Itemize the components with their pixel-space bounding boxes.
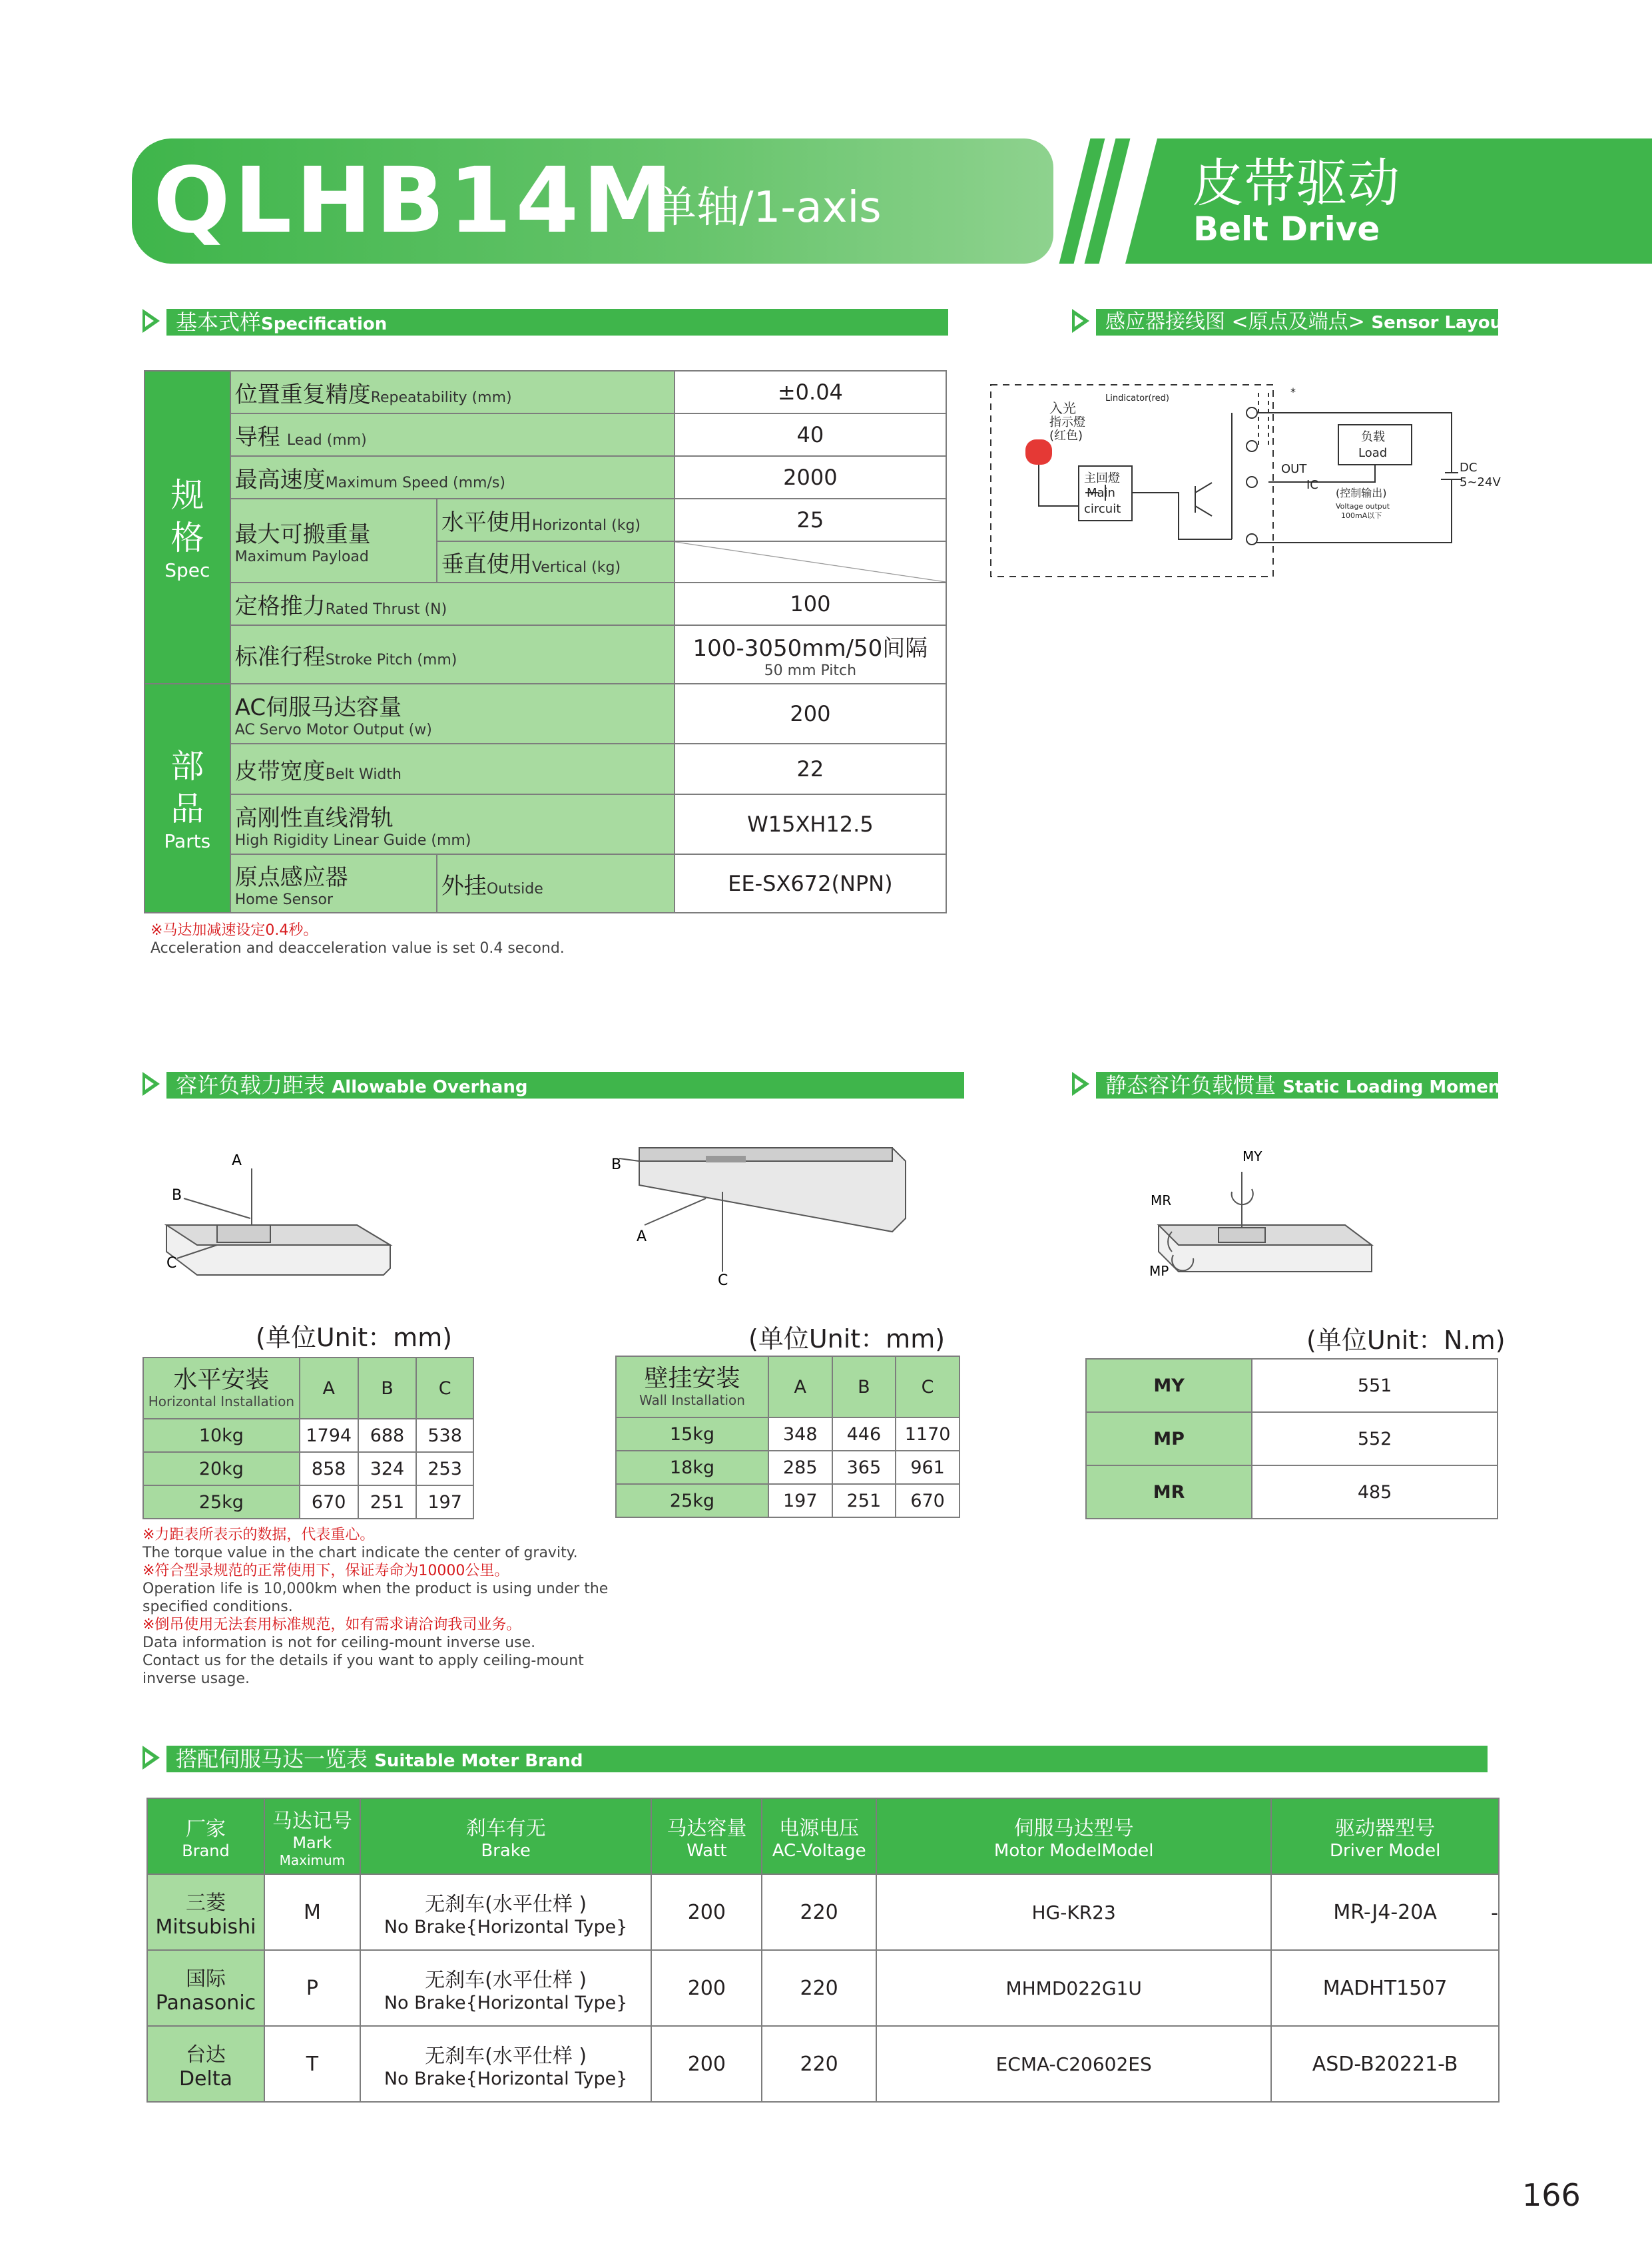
table-row xyxy=(143,1419,473,1452)
note-2-cn: ※符合型录规范的正常使用下，保证寿命为10000公里。 xyxy=(142,1563,509,1579)
payload-vertical-cn: 垂直使用 xyxy=(441,551,532,578)
payload-horizontal-label xyxy=(437,499,675,541)
section-arrow-icon xyxy=(1072,1072,1089,1096)
motor-output-cn: AC伺服马达容量 xyxy=(234,694,402,721)
voltage-cell: 220 xyxy=(762,2026,876,2102)
cell-c: 538 xyxy=(416,1419,473,1452)
voltage-cell: 220 xyxy=(762,1874,876,1950)
brand-en: Mitsubishi xyxy=(155,1915,256,1939)
belt-width-value: 22 xyxy=(675,744,946,794)
payload-horizontal-en: Horizontal (kg) xyxy=(531,517,641,534)
lead-en: Lead (mm) xyxy=(286,431,367,449)
header-driver-en: Driver Model xyxy=(1329,1841,1441,1861)
brake-en: No Brake{Horizontal Type} xyxy=(384,1916,628,1937)
section-motor-en: Suitable Moter Brand xyxy=(374,1751,583,1771)
ctrl-en-label-2: 100mA以下 xyxy=(1341,511,1382,520)
moment-axis: MY xyxy=(1086,1359,1252,1412)
table-row xyxy=(616,1417,960,1451)
col-a: A xyxy=(768,1356,832,1417)
note-1-en: The torque value in the chart indicate the center of gravity. xyxy=(142,1545,578,1561)
label-b: B xyxy=(172,1187,182,1204)
section-moment-cn: 静态容许负载惯量 xyxy=(1105,1073,1276,1098)
driver-value: MR-J4-20A xyxy=(1333,1900,1437,1924)
header-brake-cn: 刹车有无 xyxy=(465,1817,546,1840)
repeatability-en: Repeatability (mm) xyxy=(370,389,512,406)
model-cell: ECMA-C20602ES xyxy=(876,2026,1271,2102)
thrust-value: 100 xyxy=(675,583,946,625)
terminal-icon xyxy=(1246,407,1257,418)
cell-c: 961 xyxy=(896,1451,960,1484)
stroke-en: Stroke Pitch (mm) xyxy=(325,651,457,668)
thrust-cn: 定格推力 xyxy=(234,593,326,620)
lead-value: 40 xyxy=(675,413,946,456)
dc-label-1: DC xyxy=(1460,461,1478,475)
brand-en: Panasonic xyxy=(155,1991,256,2015)
spec-note-en: Acceleration and deacceleration value is set 0.4 second. xyxy=(150,940,565,957)
indicator-label: Lindicator(red) xyxy=(1105,393,1169,403)
table-row xyxy=(1086,1359,1498,1412)
parts-group-label xyxy=(144,684,230,913)
moment-illustration xyxy=(1132,1145,1385,1292)
ic-label: IC xyxy=(1306,478,1318,492)
note-3-en-1: Data information is not for ceiling-mount inverse use. xyxy=(142,1634,536,1651)
driver-cell: MADHT1507 xyxy=(1271,1950,1499,2026)
out-label: OUT xyxy=(1281,462,1307,476)
brake-en: No Brake{Horizontal Type} xyxy=(384,1992,628,2013)
note-1-cn: ※力距表所表示的数据，代表重心。 xyxy=(142,1527,375,1543)
parts-group-cn-2: 品 xyxy=(170,789,204,828)
payload-horizontal-value: 25 xyxy=(675,499,946,541)
note-2-en-2: specified conditions. xyxy=(142,1599,293,1615)
ctrl-cn-label: (控制输出) xyxy=(1336,487,1387,499)
repeatability-cn: 位置重复精度 xyxy=(234,381,371,408)
brake-cell xyxy=(360,1874,652,1950)
stroke-value-cell xyxy=(675,625,946,684)
main-en-label-1: Main xyxy=(1087,486,1115,500)
cell-c: 197 xyxy=(416,1485,473,1519)
wall-title-cell xyxy=(616,1356,768,1417)
header-watt-cn: 马达容量 xyxy=(667,1817,747,1840)
header-brand-en: Brand xyxy=(182,1842,230,1860)
mark-cell: P xyxy=(264,1950,360,2026)
main-en-label-2: circuit xyxy=(1084,502,1121,516)
stroke-value-sub: 50 mm Pitch xyxy=(764,662,857,679)
payload-vertical-value xyxy=(675,541,946,583)
payload-cn: 最大可搬重量 xyxy=(234,521,371,548)
spec-group-cn-1: 规 xyxy=(170,475,204,515)
row-speed-label xyxy=(230,456,675,499)
section-arrow-icon xyxy=(142,309,160,333)
row-load: 15kg xyxy=(616,1417,768,1451)
cell-b: 251 xyxy=(832,1484,896,1517)
wire xyxy=(1132,493,1232,539)
voltage-cell: 220 xyxy=(762,1950,876,2026)
watt-cell: 200 xyxy=(651,2026,762,2102)
spec-note xyxy=(150,921,565,957)
section-motor xyxy=(166,1746,1488,1772)
unit-moment: (单位Unit：N.m) xyxy=(1306,1326,1506,1355)
sensor-wiring-diagram xyxy=(985,373,1518,586)
light-label-3: (红色) xyxy=(1049,429,1083,443)
brake-cn: 无刹车(水平仕样 ) xyxy=(425,1968,587,1992)
header-model-cn: 伺服马达型号 xyxy=(1013,1817,1134,1840)
label-mp: MP xyxy=(1149,1263,1169,1279)
col-b: B xyxy=(358,1358,417,1419)
lead-cn: 导程 xyxy=(234,423,280,451)
row-load: 25kg xyxy=(616,1484,768,1517)
mark-cell: T xyxy=(264,2026,360,2102)
brake-cn: 无刹车(水平仕样 ) xyxy=(425,2044,587,2068)
wire xyxy=(1248,413,1452,446)
spec-table xyxy=(144,370,947,913)
watt-cell: 200 xyxy=(651,1874,762,1950)
guide-cn: 高刚性直线滑轨 xyxy=(234,805,394,832)
moment-table xyxy=(1085,1358,1498,1519)
cell-a: 348 xyxy=(768,1417,832,1451)
category-cn: 皮带驱动 xyxy=(1192,154,1400,214)
wall-title-en: Wall Installation xyxy=(639,1392,745,1408)
speed-value: 2000 xyxy=(675,456,946,499)
brake-cell xyxy=(360,2026,652,2102)
section-sensor-en: Sensor Layout xyxy=(1371,313,1511,333)
header-mark-en: Mark xyxy=(292,1834,332,1852)
horizontal-title-cn: 水平安装 xyxy=(173,1366,270,1393)
section-arrow-icon xyxy=(142,1072,160,1096)
brand-cell xyxy=(147,2026,264,2102)
moment-axis: MP xyxy=(1086,1412,1252,1465)
motor-output-en: AC Servo Motor Output (w) xyxy=(234,722,432,738)
cell-c: 1170 xyxy=(896,1417,960,1451)
horizontal-overhang-table xyxy=(142,1357,474,1519)
section-overhang-cn: 容许负载力距表 xyxy=(176,1073,326,1098)
payload-en: Maximum Payload xyxy=(234,549,369,565)
motor-output-value: 200 xyxy=(675,684,946,744)
col-c: C xyxy=(416,1358,473,1419)
cell-a: 285 xyxy=(768,1451,832,1484)
spec-note-cn: ※马达加减速设定0.4秒。 xyxy=(150,922,318,939)
brand-cn: 国际 xyxy=(185,1967,226,1991)
belt-width-cn: 皮带宽度 xyxy=(234,758,326,785)
load-cn-label: 负载 xyxy=(1361,430,1385,444)
parts-group-en: Parts xyxy=(164,830,211,852)
section-arrow-icon xyxy=(142,1746,160,1770)
payload-vertical-en: Vertical (kg) xyxy=(531,559,621,576)
row-load: 25kg xyxy=(143,1485,300,1519)
main-cn-label: 主回燈 xyxy=(1084,471,1120,485)
table-row xyxy=(616,1451,960,1484)
table-row xyxy=(1086,1465,1498,1519)
section-sensor xyxy=(1096,309,1511,336)
speed-en: Maximum Speed (mm/s) xyxy=(325,474,505,491)
repeatability-value: ±0.04 xyxy=(675,371,946,413)
col-b: B xyxy=(832,1356,896,1417)
page-number: 166 xyxy=(1522,2177,1581,2213)
cell-a: 1794 xyxy=(300,1419,358,1452)
driver-dash: - xyxy=(1491,1901,1498,1925)
note-2-en-1: Operation life is 10,000km when the product is using under the xyxy=(142,1581,609,1597)
col-a: A xyxy=(300,1358,358,1419)
label-a: A xyxy=(232,1152,242,1169)
dc-label-2: 5~24V xyxy=(1460,475,1501,489)
cell-b: 688 xyxy=(358,1419,417,1452)
section-sensor-cn: 感应器接线图 <原点及端点> xyxy=(1105,310,1365,334)
section-moment xyxy=(1096,1072,1509,1099)
header-driver xyxy=(1271,1798,1499,1874)
section-overhang-en: Allowable Overhang xyxy=(332,1077,528,1097)
note-3-en-3: inverse usage. xyxy=(142,1670,250,1687)
header-voltage xyxy=(762,1798,876,1874)
header-mark-cn: 马达记号 xyxy=(272,1810,352,1833)
motor-table xyxy=(146,1798,1500,2103)
guide-value: W15XH12.5 xyxy=(675,794,946,854)
parts-group-cn-1: 部 xyxy=(170,746,204,786)
wire xyxy=(1039,465,1079,506)
indicator-led-icon xyxy=(1025,439,1052,465)
header-voltage-cn: 电源电压 xyxy=(779,1817,860,1840)
table-row xyxy=(147,1950,1499,2026)
label-my: MY xyxy=(1242,1148,1262,1164)
table-row xyxy=(143,1485,473,1519)
terminal-icon xyxy=(1246,477,1257,487)
payload-horizontal-cn: 水平使用 xyxy=(441,509,532,536)
asterisk-label: * xyxy=(1290,385,1296,398)
section-spec-cn: 基本式样 xyxy=(176,310,262,335)
header-watt-en: Watt xyxy=(687,1841,727,1861)
guide-en: High Rigidity Linear Guide (mm) xyxy=(234,832,471,849)
stroke-value: 100-3050mm/50间隔 xyxy=(692,635,928,662)
horizontal-title-cell xyxy=(143,1358,300,1419)
moment-value: 551 xyxy=(1252,1359,1498,1412)
table-row xyxy=(143,1452,473,1485)
overhang-notes xyxy=(142,1526,622,1688)
thrust-en: Rated Thrust (N) xyxy=(325,601,447,618)
header-watt xyxy=(651,1798,762,1874)
spec-group-cn-2: 格 xyxy=(170,518,204,557)
section-motor-cn: 搭配伺服马达一览表 xyxy=(176,1746,368,1772)
note-3-cn: ※倒吊使用无法套用标准规范，如有需求请洽询我司业务。 xyxy=(142,1617,521,1633)
label-mr: MR xyxy=(1151,1192,1172,1208)
section-overhang xyxy=(166,1072,964,1099)
home-sensor-en: Home Sensor xyxy=(234,891,334,908)
row-stroke-label xyxy=(230,625,675,684)
row-load: 20kg xyxy=(143,1452,300,1485)
payload-vertical-label xyxy=(437,541,675,583)
horizontal-install-illustration xyxy=(157,1145,410,1292)
terminal-icon xyxy=(1246,534,1257,545)
moment-axis: MR xyxy=(1086,1465,1252,1519)
home-sensor-label xyxy=(230,854,437,913)
ctrl-en-label-1: Voltage output xyxy=(1336,502,1390,511)
terminal-icon xyxy=(1246,441,1257,451)
col-c: C xyxy=(896,1356,960,1417)
brand-cell xyxy=(147,1874,264,1950)
cell-b: 446 xyxy=(832,1417,896,1451)
header-model xyxy=(876,1798,1271,1874)
section-spec-en: Specification xyxy=(261,314,388,334)
row-belt-width-label xyxy=(230,744,675,794)
brand-cn: 三菱 xyxy=(185,1891,226,1915)
section-moment-en: Static Loading Moment xyxy=(1282,1077,1509,1097)
row-guide-label xyxy=(230,794,675,854)
horizontal-title-en: Horizontal Installation xyxy=(148,1393,295,1409)
header-brand xyxy=(147,1798,264,1874)
cell-a: 670 xyxy=(300,1485,358,1519)
watt-cell: 200 xyxy=(651,1950,762,2026)
brand-cn: 台达 xyxy=(185,2043,226,2067)
header-model-en: Motor ModelModel xyxy=(993,1841,1154,1861)
wall-overhang-table xyxy=(615,1356,960,1518)
row-thrust-label xyxy=(230,583,675,625)
section-spec xyxy=(166,309,948,336)
home-sensor-mount-cn: 外挂 xyxy=(441,872,487,899)
section-arrow-icon xyxy=(1072,309,1089,333)
unit-horizontal: (单位Unit：mm) xyxy=(256,1323,453,1352)
speed-cn: 最高速度 xyxy=(234,466,326,493)
brake-cell xyxy=(360,1950,652,2026)
header-voltage-en: AC-Voltage xyxy=(772,1841,866,1861)
header-driver-cn: 驱动器型号 xyxy=(1335,1817,1436,1840)
cell-b: 324 xyxy=(358,1452,417,1485)
note-3-en-2: Contact us for the details if you want to apply ceiling-mount xyxy=(142,1652,584,1669)
cell-b: 251 xyxy=(358,1485,417,1519)
table-row xyxy=(147,1874,1499,1950)
brake-cn: 无刹车(水平仕样 ) xyxy=(425,1892,587,1916)
spec-group-label xyxy=(144,371,230,684)
label-c: C xyxy=(718,1272,728,1289)
cell-b: 365 xyxy=(832,1451,896,1484)
row-repeatability-label xyxy=(230,371,675,413)
header-mark xyxy=(264,1798,360,1874)
header-brake xyxy=(360,1798,652,1874)
home-sensor-mount-label xyxy=(437,854,675,913)
model-cell: HG-KR23 xyxy=(876,1874,1271,1950)
table-row xyxy=(1086,1412,1498,1465)
label-a: A xyxy=(637,1228,647,1245)
spec-group-en: Spec xyxy=(164,559,210,581)
header-brand-cn: 厂家 xyxy=(185,1818,226,1841)
driver-cell xyxy=(1271,1874,1499,1950)
row-lead-label xyxy=(230,413,675,456)
light-label-2: 指示燈 xyxy=(1049,415,1085,429)
model-cell: MHMD022G1U xyxy=(876,1950,1271,2026)
unit-wall: (单位Unit：mm) xyxy=(748,1324,946,1354)
table-row xyxy=(616,1484,960,1517)
load-en-label: Load xyxy=(1358,446,1388,460)
row-load: 10kg xyxy=(143,1419,300,1452)
home-sensor-cn: 原点感应器 xyxy=(234,864,348,891)
cell-c: 253 xyxy=(416,1452,473,1485)
cell-c: 670 xyxy=(896,1484,960,1517)
label-b: B xyxy=(611,1156,622,1173)
mark-cell: M xyxy=(264,1874,360,1950)
home-sensor-value: EE-SX672(NPN) xyxy=(675,854,946,913)
model-title: QLHB14M xyxy=(153,148,677,254)
transistor-icon xyxy=(1195,483,1212,516)
row-payload-label xyxy=(230,499,437,583)
header-mark-en2: Maximum xyxy=(279,1852,346,1868)
brand-cell xyxy=(147,1950,264,2026)
header-brake-en: Brake xyxy=(481,1841,531,1861)
row-load: 18kg xyxy=(616,1451,768,1484)
wall-install-illustration xyxy=(599,1132,919,1292)
stroke-cn: 标准行程 xyxy=(234,643,326,670)
brand-en: Delta xyxy=(178,2067,232,2091)
wall-title-cn: 壁挂安装 xyxy=(644,1365,740,1392)
category-en: Belt Drive xyxy=(1193,210,1380,248)
moment-value: 552 xyxy=(1252,1412,1498,1465)
belt-width-en: Belt Width xyxy=(325,766,402,783)
table-row xyxy=(147,2026,1499,2102)
label-c: C xyxy=(166,1255,177,1272)
cell-a: 197 xyxy=(768,1484,832,1517)
cell-a: 858 xyxy=(300,1452,358,1485)
row-motor-output-label xyxy=(230,684,675,744)
home-sensor-mount-en: Outside xyxy=(486,880,543,897)
axis-label: 单轴/1-axis xyxy=(654,183,882,232)
moment-value: 485 xyxy=(1252,1465,1498,1519)
brake-en: No Brake{Horizontal Type} xyxy=(384,2068,628,2089)
driver-cell: ASD-B20221-B xyxy=(1271,2026,1499,2102)
light-label-1: 入光 xyxy=(1049,400,1076,416)
